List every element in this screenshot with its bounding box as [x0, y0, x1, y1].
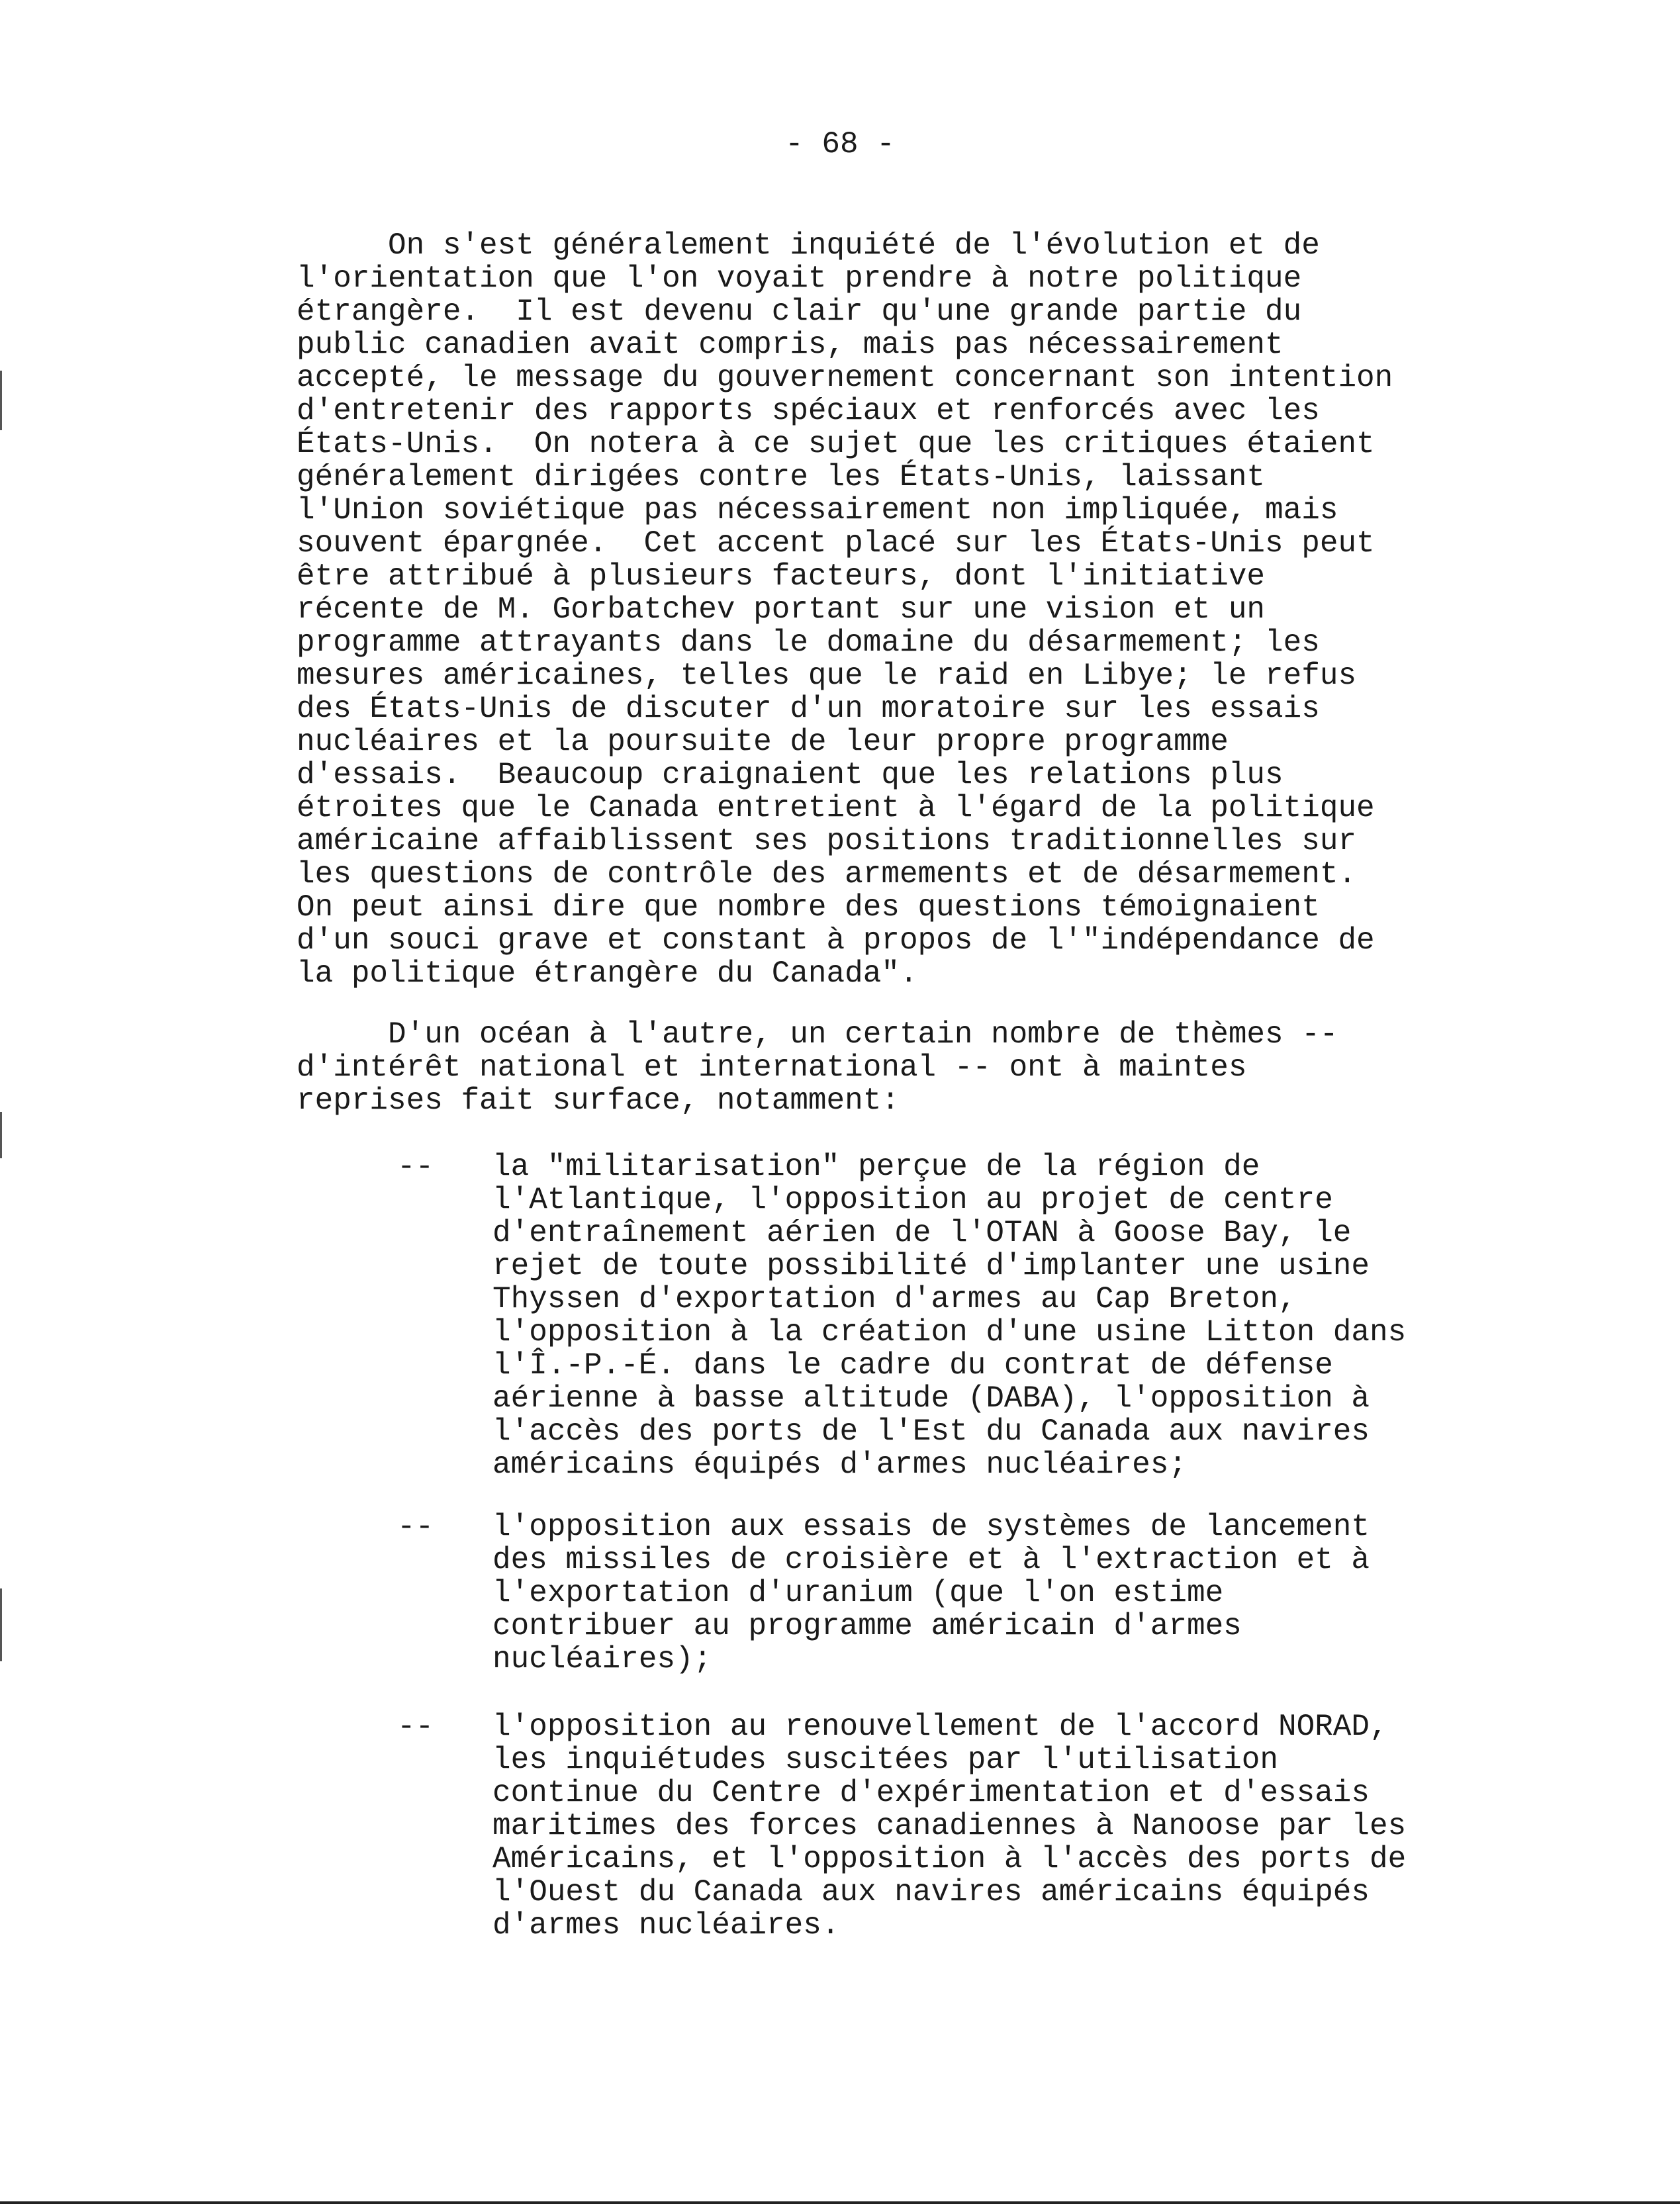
- text-line: américains équipés d'armes nucléaires;: [492, 1448, 1187, 1482]
- scan-edge-mark: [0, 1588, 2, 1661]
- text-line: d'intérêt national et international -- ont à maintes: [297, 1050, 1247, 1085]
- text-line: être attribué à plusieurs facteurs, dont l'initiative: [297, 559, 1266, 594]
- text-line: On peut ainsi dire que nombre des questions témoignaient: [297, 890, 1320, 925]
- text-line: l'accès des ports de l'Est du Canada aux navires: [492, 1414, 1370, 1449]
- bullet-item-2: [492, 1510, 1370, 1676]
- text-line: d'entraînement aérien de l'OTAN à Goose Bay, le: [492, 1216, 1352, 1250]
- text-line: l'Union soviétique pas nécessairement non impliquée, mais: [297, 493, 1338, 528]
- text-line: l'Î.-P.-É. dans le cadre du contrat de défense: [492, 1348, 1333, 1383]
- bullet-item-1: [492, 1150, 1406, 1481]
- text-line: l'Ouest du Canada aux navires américains équipés: [492, 1875, 1370, 1909]
- text-line: récente de M. Gorbatchev portant sur une vision et un: [297, 592, 1266, 627]
- scan-edge-mark: [0, 1112, 2, 1158]
- text-line: aérienne à basse altitude (DABA), l'opposition à: [492, 1381, 1370, 1416]
- scan-edge-mark: [0, 371, 2, 430]
- text-line: Thyssen d'exportation d'armes au Cap Breton,: [492, 1282, 1297, 1316]
- text-line: l'opposition aux essais de systèmes de lancement: [492, 1510, 1370, 1544]
- text-line: d'entretenir des rapports spéciaux et renforcés avec les: [297, 394, 1320, 428]
- text-line: États-Unis. On notera à ce sujet que les critiques étaient: [297, 427, 1375, 461]
- text-line: nucléaires et la poursuite de leur propre programme: [297, 725, 1229, 759]
- bullet-item-3: [492, 1710, 1406, 1942]
- text-line: les questions de contrôle des armements et de désarmement.: [297, 857, 1357, 892]
- bullet-dash: --: [397, 1510, 434, 1544]
- bullet-dash: --: [397, 1710, 434, 1744]
- text-line: l'Atlantique, l'opposition au projet de centre: [492, 1183, 1333, 1217]
- text-line: généralement dirigées contre les États-Unis, laissant: [297, 460, 1266, 494]
- text-line: l'opposition à la création d'une usine Litton dans: [492, 1315, 1407, 1350]
- page-number: - 68 -: [785, 127, 895, 161]
- text-line: Américains, et l'opposition à l'accès des ports de: [492, 1842, 1407, 1876]
- text-line: des missiles de croisière et à l'extraction et à: [492, 1543, 1370, 1577]
- text-line: la politique étrangère du Canada".: [297, 956, 918, 991]
- text-line: l'exportation d'uranium (que l'on estime: [492, 1576, 1224, 1610]
- text-line: D'un océan à l'autre, un certain nombre de thèmes --: [297, 1017, 1338, 1052]
- text-line: d'armes nucléaires.: [492, 1908, 840, 1943]
- text-line: rejet de toute possibilité d'implanter une usine: [492, 1249, 1370, 1283]
- text-line: d'essais. Beaucoup craignaient que les relations plus: [297, 758, 1283, 792]
- text-line: continue du Centre d'expérimentation et d'essais: [492, 1776, 1370, 1810]
- text-line: les inquiétudes suscitées par l'utilisation: [492, 1743, 1278, 1777]
- text-line: contribuer au programme américain d'armes: [492, 1609, 1242, 1643]
- text-line: l'orientation que l'on voyait prendre à notre politique: [297, 261, 1302, 296]
- text-line: des États-Unis de discuter d'un moratoire sur les essais: [297, 692, 1320, 726]
- bullet-dash: --: [397, 1150, 434, 1184]
- text-line: étroites que le Canada entretient à l'égard de la politique: [297, 791, 1375, 825]
- text-line: nucléaires);: [492, 1642, 712, 1677]
- text-line: souvent épargnée. Cet accent placé sur les États-Unis peut: [297, 526, 1375, 561]
- text-line: d'un souci grave et constant à propos de l'"indépendance de: [297, 923, 1375, 958]
- text-line: reprises fait surface, notamment:: [297, 1083, 900, 1118]
- text-line: accepté, le message du gouvernement concernant son intention: [297, 361, 1393, 395]
- paragraph-2: [297, 1018, 1338, 1117]
- text-line: américaine affaiblissent ses positions traditionnelles sur: [297, 824, 1357, 858]
- text-line: la "militarisation" perçue de la région de: [492, 1150, 1260, 1184]
- text-line: On s'est généralement inquiété de l'évolution et de: [297, 228, 1320, 263]
- scan-bottom-edge: [0, 2201, 1680, 2204]
- text-line: public canadien avait compris, mais pas nécessairement: [297, 328, 1283, 362]
- paragraph-1: [297, 229, 1393, 990]
- text-line: programme attrayants dans le domaine du désarmement; les: [297, 625, 1320, 660]
- text-line: étrangère. Il est devenu clair qu'une grande partie du: [297, 295, 1302, 329]
- text-line: l'opposition au renouvellement de l'accord NORAD,: [492, 1710, 1388, 1744]
- text-line: mesures américaines, telles que le raid en Libye; le refus: [297, 659, 1357, 693]
- text-line: maritimes des forces canadiennes à Nanoose par les: [492, 1809, 1407, 1843]
